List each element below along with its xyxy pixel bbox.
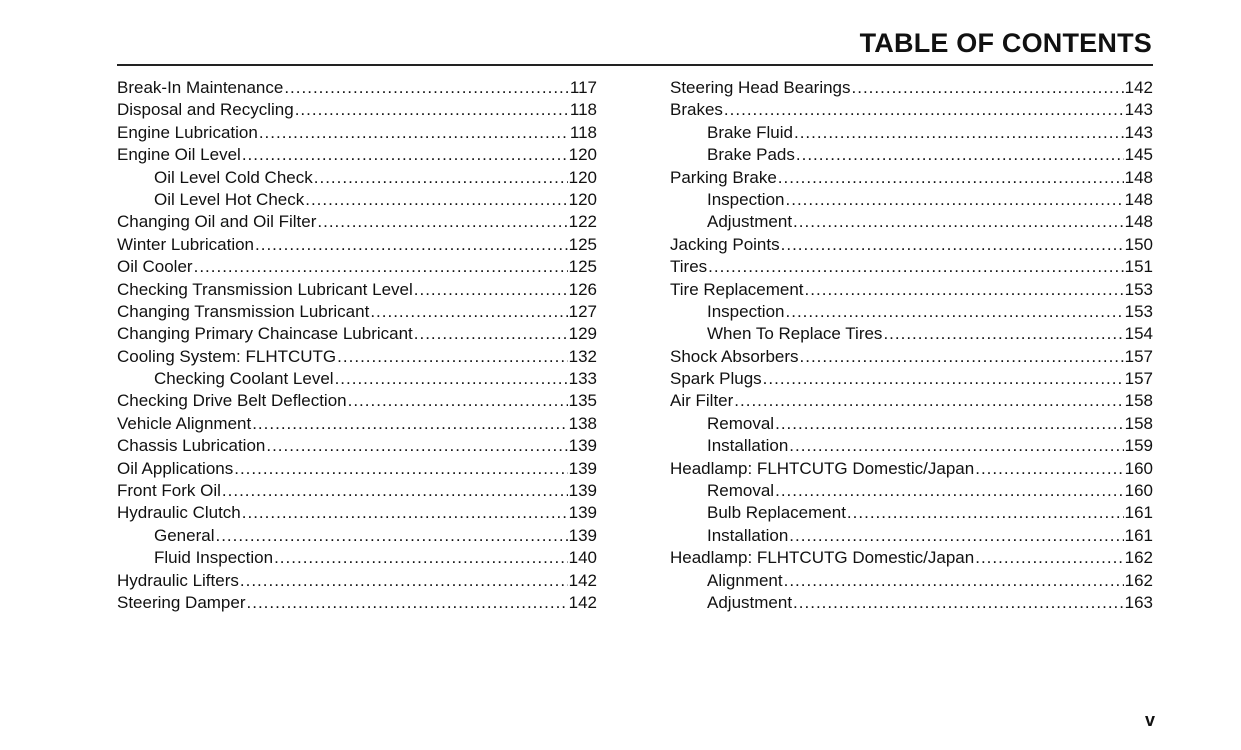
- dot-leader: [255, 234, 568, 256]
- dot-leader: [781, 234, 1124, 256]
- toc-entry: [117, 234, 597, 256]
- dot-leader: [852, 77, 1124, 99]
- dot-leader: [295, 99, 569, 121]
- toc-entry-label: Alignment: [707, 570, 783, 590]
- toc-entry: [117, 346, 597, 368]
- toc-entry-label: Installation: [707, 525, 789, 545]
- toc-subentry: [670, 502, 1153, 524]
- toc-entry-page: 143: [1124, 100, 1153, 120]
- dot-leader: [305, 189, 567, 211]
- toc-entry-label: Headlamp: FLHTCUTG Domestic/Japan: [670, 548, 975, 568]
- toc-entry: [117, 301, 597, 323]
- toc-entry-label: Oil Level Cold Check: [154, 167, 313, 187]
- dot-leader: [883, 323, 1123, 345]
- dot-leader: [793, 211, 1124, 233]
- dot-leader: [975, 547, 1123, 569]
- dot-leader: [274, 547, 568, 569]
- dot-leader: [234, 458, 567, 480]
- toc-entry-page: 157: [1124, 369, 1153, 389]
- toc-entry-label: Tires: [670, 257, 708, 277]
- toc-entry-label: Oil Cooler: [117, 257, 193, 277]
- toc-subentry: [670, 525, 1153, 547]
- dot-leader: [778, 167, 1124, 189]
- dot-leader: [775, 413, 1124, 435]
- toc-entry-label: Hydraulic Clutch: [117, 503, 241, 523]
- toc-entry: [670, 390, 1153, 412]
- toc-entry: [670, 234, 1153, 256]
- toc-entry: [117, 279, 597, 301]
- toc-entry: [670, 368, 1153, 390]
- dot-leader: [784, 570, 1124, 592]
- toc-entry-label: When To Replace Tires: [707, 324, 883, 344]
- toc-entry-page: 153: [1124, 279, 1153, 299]
- toc-entry-label: Brake Fluid: [707, 122, 793, 142]
- dot-leader: [800, 346, 1124, 368]
- toc-entry: [117, 413, 597, 435]
- toc-entry-page: 129: [568, 324, 597, 344]
- toc-entry-label: Removal: [707, 413, 775, 433]
- toc-entry-label: Headlamp: FLHTCUTG Domestic/Japan: [670, 458, 975, 478]
- toc-entry: [117, 458, 597, 480]
- toc-entry-page: 118: [569, 122, 597, 142]
- toc-entry: [117, 122, 597, 144]
- toc-subentry: [670, 413, 1153, 435]
- toc-entry-page: 120: [568, 167, 597, 187]
- toc-entry-label: Shock Absorbers: [670, 346, 799, 366]
- toc-entry: [117, 211, 597, 233]
- dot-leader: [734, 390, 1123, 412]
- toc-entry-label: Chassis Lubrication: [117, 436, 266, 456]
- toc-entry-label: Removal: [707, 481, 775, 501]
- toc-entry-label: Disposal and Recycling: [117, 100, 294, 120]
- toc-entry-page: 162: [1124, 570, 1153, 590]
- dot-leader: [259, 122, 569, 144]
- dot-leader: [805, 279, 1124, 301]
- toc-entry-page: 160: [1124, 458, 1153, 478]
- toc-entry-page: 120: [568, 145, 597, 165]
- toc-entry-label: Changing Primary Chaincase Lubricant: [117, 324, 413, 344]
- toc-entry-label: Break-In Maintenance: [117, 78, 284, 97]
- toc-entry-label: Checking Drive Belt Deflection: [117, 391, 347, 411]
- toc-subentry: [670, 211, 1153, 233]
- toc-entry-label: Oil Applications: [117, 458, 234, 478]
- toc-entry: [670, 547, 1153, 569]
- toc-entry-label: Changing Oil and Oil Filter: [117, 212, 317, 232]
- toc-entry-label: Winter Lubrication: [117, 234, 255, 254]
- toc-entry: [117, 144, 597, 166]
- toc-entry-label: Installation: [707, 436, 789, 456]
- toc-entry: [117, 592, 597, 614]
- dot-leader: [242, 144, 568, 166]
- dot-leader: [724, 99, 1124, 121]
- dot-leader: [975, 458, 1123, 480]
- toc-entry-label: General: [154, 525, 215, 545]
- toc-entry: [117, 323, 597, 345]
- dot-leader: [215, 525, 567, 547]
- dot-leader: [314, 167, 568, 189]
- dot-leader: [266, 435, 567, 457]
- toc-subentry: [670, 592, 1153, 614]
- toc-subentry: [117, 189, 597, 211]
- toc-entry-page: 142: [568, 570, 597, 590]
- toc-entry: [117, 77, 597, 99]
- toc-entry-label: Spark Plugs: [670, 369, 762, 389]
- toc-entry-label: Engine Oil Level: [117, 145, 241, 165]
- dot-leader: [240, 570, 568, 592]
- toc-entry-page: 126: [568, 279, 597, 299]
- toc-entry: [117, 256, 597, 278]
- toc-entry-label: Engine Lubrication: [117, 122, 258, 142]
- toc-entry-label: Changing Transmission Lubricant: [117, 301, 370, 321]
- page-title: TABLE OF CONTENTS: [859, 28, 1152, 58]
- toc-entry-page: 122: [568, 212, 597, 232]
- page-number: v: [1144, 710, 1155, 730]
- toc-subentry: [117, 167, 597, 189]
- toc-entry-page: 127: [568, 301, 597, 321]
- toc-entry-page: 142: [568, 592, 597, 612]
- toc-entry-page: 139: [568, 458, 597, 478]
- toc-entry-page: 157: [1124, 346, 1153, 366]
- toc-subentry: [670, 435, 1153, 457]
- toc-entry-page: 117: [569, 78, 597, 97]
- toc-entry-page: 158: [1124, 391, 1153, 411]
- toc-entry-page: 139: [568, 503, 597, 523]
- toc-entry: [670, 346, 1153, 368]
- toc-entry-page: 162: [1124, 548, 1153, 568]
- toc-entry-label: Vehicle Alignment: [117, 413, 252, 433]
- toc-entry-label: Bulb Replacement: [707, 503, 846, 523]
- toc-entry-page: 139: [568, 525, 597, 545]
- title-divider: [117, 64, 1153, 66]
- toc-entry: [117, 570, 597, 592]
- dot-leader: [786, 301, 1124, 323]
- dot-leader: [763, 368, 1124, 390]
- toc-entry: [117, 435, 597, 457]
- toc-subentry: [117, 547, 597, 569]
- dot-leader: [775, 480, 1124, 502]
- toc-entry: [117, 390, 597, 412]
- toc-entry-label: Adjustment: [707, 212, 793, 232]
- toc-left-column: [117, 77, 597, 614]
- toc-entry-page: 142: [1124, 78, 1153, 97]
- toc-entry-page: 153: [1124, 301, 1153, 321]
- toc-entry-label: Checking Coolant Level: [154, 369, 334, 389]
- toc-entry-label: Brake Pads: [707, 145, 795, 165]
- toc-entry: [117, 480, 597, 502]
- toc-entry-page: 161: [1124, 525, 1153, 545]
- dot-leader: [242, 502, 568, 524]
- dot-leader: [317, 211, 567, 233]
- toc-entry: [670, 458, 1153, 480]
- toc-entry: [670, 77, 1153, 99]
- toc-subentry: [670, 480, 1153, 502]
- toc-entry-page: 159: [1124, 436, 1153, 456]
- toc-entry-page: 118: [569, 100, 597, 120]
- toc-entry-label: Steering Head Bearings: [670, 78, 851, 97]
- toc-entry-label: Air Filter: [670, 391, 734, 411]
- toc-entry: [670, 167, 1153, 189]
- toc-entry-label: Checking Transmission Lubricant Level: [117, 279, 413, 299]
- toc-entry-label: Parking Brake: [670, 167, 777, 187]
- toc-entry-page: 139: [568, 436, 597, 456]
- toc-entry-label: Brakes: [670, 100, 723, 120]
- toc-subentry: [670, 301, 1153, 323]
- dot-leader: [222, 480, 568, 502]
- dot-leader: [414, 323, 568, 345]
- dot-leader: [335, 368, 568, 390]
- toc-subentry: [670, 189, 1153, 211]
- toc-entry: [670, 279, 1153, 301]
- toc-entry: [670, 256, 1153, 278]
- toc-subentry: [117, 525, 597, 547]
- toc-subentry: [670, 570, 1153, 592]
- toc-subentry: [670, 144, 1153, 166]
- toc-entry-page: 139: [568, 481, 597, 501]
- toc-entry-page: 125: [568, 234, 597, 254]
- toc-entry-page: 133: [568, 369, 597, 389]
- dot-leader: [252, 413, 567, 435]
- toc-entry-page: 120: [568, 189, 597, 209]
- toc-entry-page: 151: [1124, 257, 1153, 277]
- toc-entry-label: Fluid Inspection: [154, 548, 274, 568]
- toc-entry-page: 135: [568, 391, 597, 411]
- dot-leader: [370, 301, 567, 323]
- toc-entry-page: 150: [1124, 234, 1153, 254]
- toc-subentry: [670, 122, 1153, 144]
- toc-entry-label: Adjustment: [707, 592, 793, 612]
- toc-entry-label: Cooling System: FLHTCUTG: [117, 346, 337, 366]
- toc-entry-page: 140: [568, 548, 597, 568]
- dot-leader: [789, 525, 1123, 547]
- toc-entry-page: 145: [1124, 145, 1153, 165]
- toc-entry-page: 148: [1124, 212, 1153, 232]
- toc-entry-label: Oil Level Hot Check: [154, 189, 305, 209]
- dot-leader: [194, 256, 568, 278]
- dot-leader: [796, 144, 1124, 166]
- toc-entry-page: 148: [1124, 167, 1153, 187]
- toc-entry-page: 160: [1124, 481, 1153, 501]
- dot-leader: [789, 435, 1123, 457]
- dot-leader: [786, 189, 1124, 211]
- toc-entry-label: Tire Replacement: [670, 279, 804, 299]
- toc-entry-label: Front Fork Oil: [117, 481, 221, 501]
- dot-leader: [348, 390, 568, 412]
- dot-leader: [337, 346, 567, 368]
- dot-leader: [794, 122, 1124, 144]
- toc-entry: [670, 99, 1153, 121]
- toc-entry-page: 154: [1124, 324, 1153, 344]
- toc-entry-page: 158: [1124, 413, 1153, 433]
- dot-leader: [414, 279, 568, 301]
- toc-entry-page: 148: [1124, 189, 1153, 209]
- toc-right-column: [670, 77, 1153, 614]
- toc-subentry: [117, 368, 597, 390]
- dot-leader: [284, 77, 569, 99]
- toc-entry-label: Jacking Points: [670, 234, 780, 254]
- dot-leader: [793, 592, 1124, 614]
- toc-entry: [117, 99, 597, 121]
- toc-entry-page: 125: [568, 257, 597, 277]
- toc-entry-page: 143: [1124, 122, 1153, 142]
- toc-entry-page: 161: [1124, 503, 1153, 523]
- dot-leader: [247, 592, 568, 614]
- toc-entry-label: Steering Damper: [117, 592, 246, 612]
- toc-entry-label: Hydraulic Lifters: [117, 570, 239, 590]
- dot-leader: [708, 256, 1123, 278]
- dot-leader: [847, 502, 1124, 524]
- toc-entry-label: Inspection: [707, 301, 785, 321]
- toc-entry: [117, 502, 597, 524]
- toc-entry-label: Inspection: [707, 189, 785, 209]
- toc-subentry: [670, 323, 1153, 345]
- toc-entry-page: 163: [1124, 592, 1153, 612]
- toc-entry-page: 138: [568, 413, 597, 433]
- toc-entry-page: 132: [568, 346, 597, 366]
